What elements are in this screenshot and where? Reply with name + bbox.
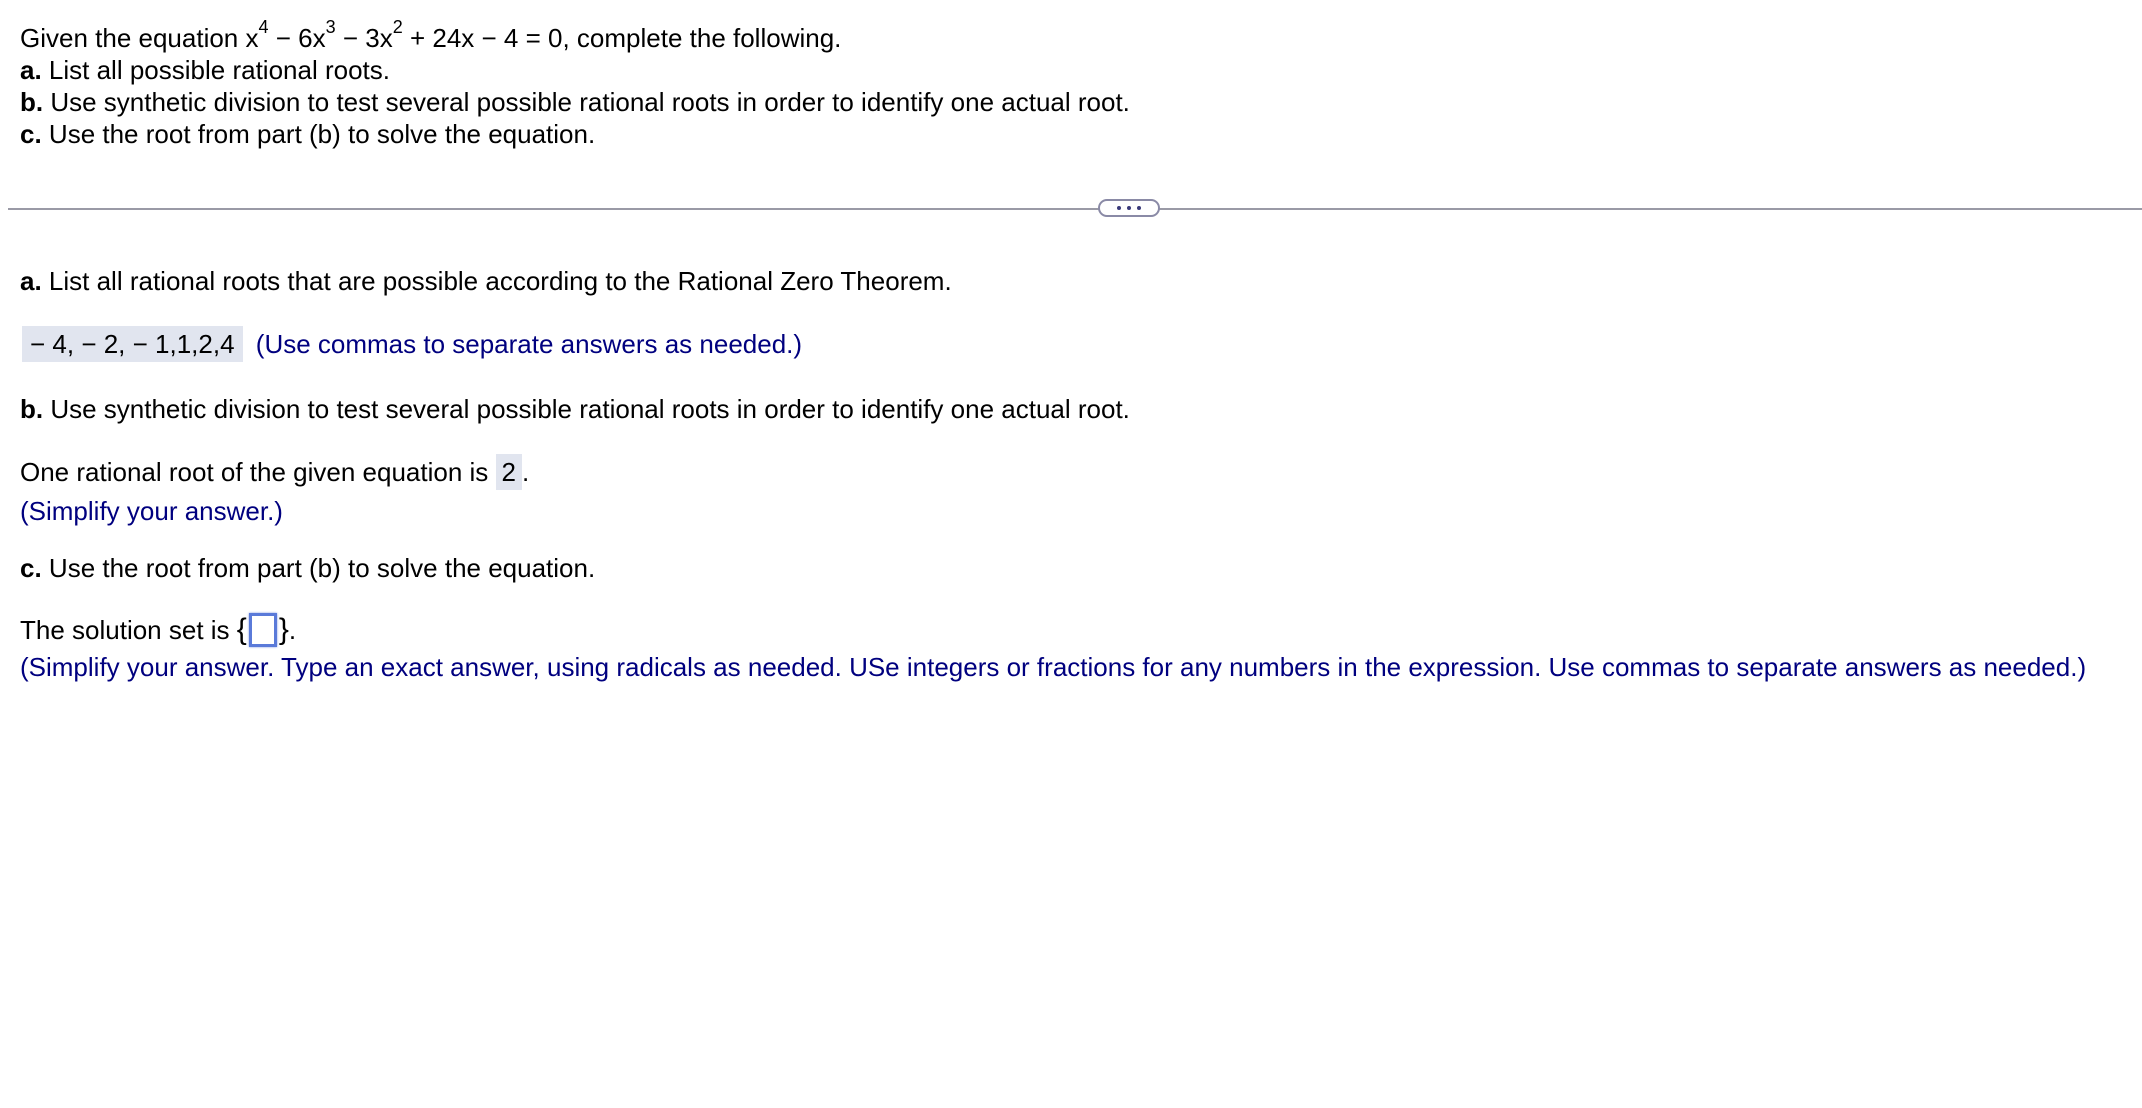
section-divider	[8, 208, 2142, 210]
part-c-text: Use the root from part (b) to solve the equation.	[41, 119, 596, 149]
answer-c-sentence: The solution set is	[20, 615, 237, 645]
exponent-3: 3	[325, 17, 336, 37]
question-intro	[20, 17, 842, 54]
answer-a-prompt	[20, 265, 952, 297]
answer-c-period: .	[288, 615, 297, 645]
intro-prefix: Given the equation x	[20, 23, 259, 53]
brace-open: {	[236, 613, 247, 646]
exponent-2: 2	[392, 17, 403, 37]
answer-b-period: .	[522, 457, 530, 487]
part-b-text: Use synthetic division to test several possible rational roots in order to identify one actual root.	[43, 87, 1130, 117]
answer-a-hint: (Use commas to separate answers as needed.)	[255, 329, 803, 359]
part-a-label: a.	[20, 55, 42, 85]
answer-a-text: List all rational roots that are possible according to the Rational Zero Theorem.	[41, 266, 952, 296]
part-c-label: c.	[20, 119, 42, 149]
more-dot-icon	[1137, 206, 1141, 210]
part-b-label: b.	[20, 87, 44, 117]
exponent-4: 4	[258, 17, 269, 37]
question-part-c	[20, 118, 595, 150]
answer-b-value[interactable]: 2	[496, 454, 522, 490]
more-options-button[interactable]	[1098, 199, 1160, 217]
question-part-b	[20, 86, 1130, 118]
answer-a-value[interactable]: − 4, − 2, − 1,1,2,4	[22, 326, 243, 362]
intro-term-1: − 6x	[268, 23, 326, 53]
brace-close: }	[278, 613, 289, 646]
answer-a-label: a.	[20, 266, 42, 296]
intro-term-2: − 3x	[335, 23, 393, 53]
intro-term-3: + 24x − 4 = 0, complete the following.	[402, 23, 842, 53]
more-dot-icon	[1117, 206, 1121, 210]
answer-c-label: c.	[20, 553, 42, 583]
answer-b-text: Use synthetic division to test several possible rational roots in order to identify one actual root.	[43, 394, 1130, 424]
answer-b-sentence: One rational root of the given equation is	[20, 457, 496, 487]
answer-b-prompt	[20, 393, 1130, 425]
answer-b-row	[20, 454, 529, 490]
question-part-a	[20, 54, 390, 86]
answer-c-row	[20, 614, 296, 649]
answer-a-row	[22, 326, 802, 362]
answer-c-prompt	[20, 552, 595, 584]
answer-b-hint: (Simplify your answer.)	[20, 496, 283, 526]
answer-b-label: b.	[20, 394, 44, 424]
answer-c-hint: (Simplify your answer. Type an exact answer, using radicals as needed. USe integers or fractions for any numbers in the expression. Use commas to separate answers as needed.)	[20, 652, 2087, 682]
solution-set-input[interactable]	[249, 613, 277, 647]
more-dot-icon	[1127, 206, 1131, 210]
answer-c-text: Use the root from part (b) to solve the equation.	[41, 553, 596, 583]
part-a-text: List all possible rational roots.	[41, 55, 390, 85]
